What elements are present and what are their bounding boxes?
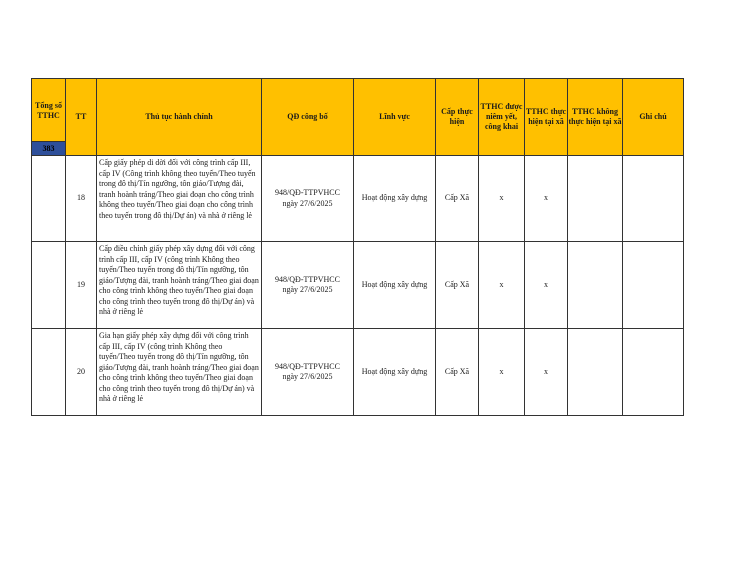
header-level: Cấp thực hiện: [436, 79, 479, 156]
header-note: Ghi chú: [623, 79, 684, 156]
table-header-row: [32, 79, 684, 142]
decision-date: ngày 27/6/2025: [282, 285, 333, 294]
cell-empty: [32, 329, 66, 416]
cell-level: Cấp Xã: [436, 329, 479, 416]
cell-decision: [262, 156, 354, 242]
cell-posted: x: [479, 329, 525, 416]
cell-tt: 20: [66, 329, 97, 416]
cell-note: [623, 156, 684, 242]
cell-decision: [262, 329, 354, 416]
decision-date: ngày 27/6/2025: [282, 372, 333, 381]
cell-tt: 19: [66, 242, 97, 329]
header-procedure: Thủ tục hành chính: [97, 79, 262, 156]
table-row: [32, 329, 684, 416]
header-done-commune: TTHC thực hiện tại xã: [525, 79, 568, 156]
cell-done-commune: x: [525, 156, 568, 242]
header-total: Tổng số TTHC: [32, 79, 66, 142]
cell-field: Hoạt động xây dựng: [354, 156, 436, 242]
cell-procedure: Gia hạn giấy phép xây dựng đối với công trình cấp III, cấp IV (công trình Không theo tuyến/Theo tuyến trong đô thị/Tín ngưỡng, tôn giáo/Tượng đài, tranh hoành tráng/Theo giai đoạn cho công trình không theo tuyến/Theo giai đoạn cho công trình theo tuyến trong đô thị/Dự án) và nhà ở riêng lẻ: [97, 329, 262, 416]
table-row: [32, 156, 684, 242]
table-row: [32, 242, 684, 329]
cell-procedure: Cấp giấy phép di dời đối với công trình cấp III, cấp IV (Công trình không theo tuyến/Theo tuyến trong đô thị/Tín ngưỡng, tôn giáo/Tượng đài, tranh hoành tráng/Theo giai đoạn cho công trình không theo tuyến/Theo giai đoạn cho công trình theo tuyến trong đô thị/Dự án) và nhà ở riêng lẻ: [97, 156, 262, 242]
cell-not-done-commune: [568, 156, 623, 242]
cell-posted: x: [479, 242, 525, 329]
header-tt: TT: [66, 79, 97, 156]
cell-decision: [262, 242, 354, 329]
cell-not-done-commune: [568, 329, 623, 416]
cell-posted: x: [479, 156, 525, 242]
cell-level: Cấp Xã: [436, 156, 479, 242]
header-posted: TTHC được niêm yết, công khai: [479, 79, 525, 156]
cell-done-commune: x: [525, 242, 568, 329]
decision-number: 948/QĐ-TTPVHCC: [275, 361, 340, 371]
cell-level: Cấp Xã: [436, 242, 479, 329]
total-count: 383: [32, 142, 66, 156]
cell-tt: 18: [66, 156, 97, 242]
decision-number: 948/QĐ-TTPVHCC: [275, 188, 340, 197]
cell-procedure: Cấp điều chỉnh giấy phép xây dựng đối với công trình cấp III, cấp IV (công trình Không theo tuyến/Theo tuyến trong đô thị/Tín ngưỡng, tôn giáo/Tượng đài, tranh hoành tráng/Theo giai đoạn cho công trình không theo tuyến/Theo giai đoạn cho công trình theo tuyến trong đô thị/Dự án) và nhà ở riêng lẻ: [97, 242, 262, 329]
decision-number: 948/QĐ-TTPVHCC: [275, 274, 340, 284]
procedures-table: [31, 78, 684, 416]
cell-not-done-commune: [568, 242, 623, 329]
header-decision: QĐ công bố: [262, 79, 354, 156]
header-field: Lĩnh vực: [354, 79, 436, 156]
cell-field: Hoạt động xây dựng: [354, 242, 436, 329]
cell-empty: [32, 242, 66, 329]
cell-field: Hoạt động xây dựng: [354, 329, 436, 416]
header-not-done-commune: TTHC không thực hiện tại xã: [568, 79, 623, 156]
decision-date: ngày 27/6/2025: [282, 198, 333, 208]
cell-note: [623, 329, 684, 416]
cell-done-commune: x: [525, 329, 568, 416]
cell-empty: [32, 156, 66, 242]
cell-note: [623, 242, 684, 329]
